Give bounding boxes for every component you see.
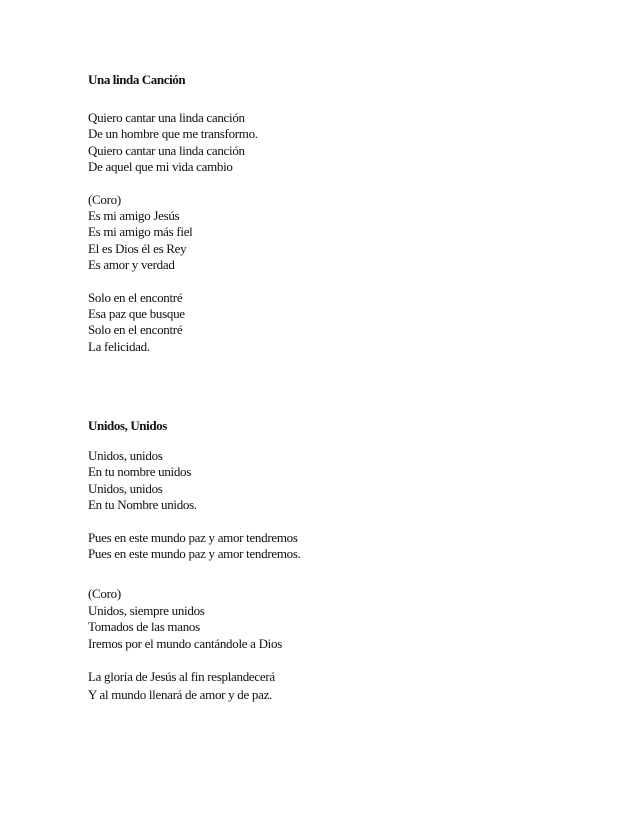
- lyric-line: Unidos, unidos: [88, 480, 163, 496]
- lyric-line: La felicidad.: [88, 338, 150, 354]
- lyric-line: El es Dios él es Rey: [88, 240, 187, 256]
- lyric-line: Es mi amigo más fiel: [88, 224, 193, 240]
- chorus-stanza: [88, 192, 588, 274]
- verse-stanza: [88, 110, 588, 176]
- lyric-line: Es amor y verdad: [88, 257, 175, 273]
- lyric-line: La gloria de Jesús al fin resplandecerá: [88, 668, 275, 684]
- verse-stanza: [88, 530, 588, 563]
- lyric-line: Quiero cantar una linda canción: [88, 110, 245, 125]
- song-title: Una linda Canción: [88, 72, 186, 87]
- song-title: Unidos, Unidos: [88, 418, 167, 433]
- lyric-line: Iremos por el mundo cantándole a Dios: [88, 635, 282, 651]
- chorus-label: (Coro): [88, 586, 121, 602]
- song-unidos-unidos: [88, 418, 588, 704]
- lyric-line: De aquel que mi vida cambio: [88, 159, 233, 175]
- lyric-line: Pues en este mundo paz y amor tendremos: [88, 529, 298, 545]
- lyric-line: Tomados de las manos: [88, 619, 200, 635]
- lyric-line: Pues en este mundo paz y amor tendremos.: [88, 545, 301, 561]
- lyric-line: Es mi amigo Jesús: [88, 207, 180, 223]
- chorus-label: (Coro): [88, 191, 121, 207]
- verse-stanza: [88, 668, 588, 704]
- lyric-line: En tu nombre unidos: [88, 464, 191, 480]
- lyric-line: En tu Nombre unidos.: [88, 497, 197, 513]
- lyric-line: Quiero cantar una linda canción: [88, 142, 245, 158]
- verse-stanza: [88, 448, 588, 514]
- lyric-line: Solo en el encontré: [88, 322, 183, 338]
- lyric-line: Unidos, siempre unidos: [88, 602, 205, 618]
- lyric-line: Unidos, unidos: [88, 448, 163, 463]
- verse-stanza: [88, 290, 588, 356]
- lyric-line: De un hombre que me transformo.: [88, 126, 258, 142]
- lyric-line: Y al mundo llenará de amor y de paz.: [88, 686, 273, 702]
- chorus-stanza: [88, 586, 588, 652]
- lyric-line: Esa paz que busque: [88, 305, 185, 321]
- song-una-linda-cancion: [88, 72, 588, 355]
- lyric-line: Solo en el encontré: [88, 289, 183, 305]
